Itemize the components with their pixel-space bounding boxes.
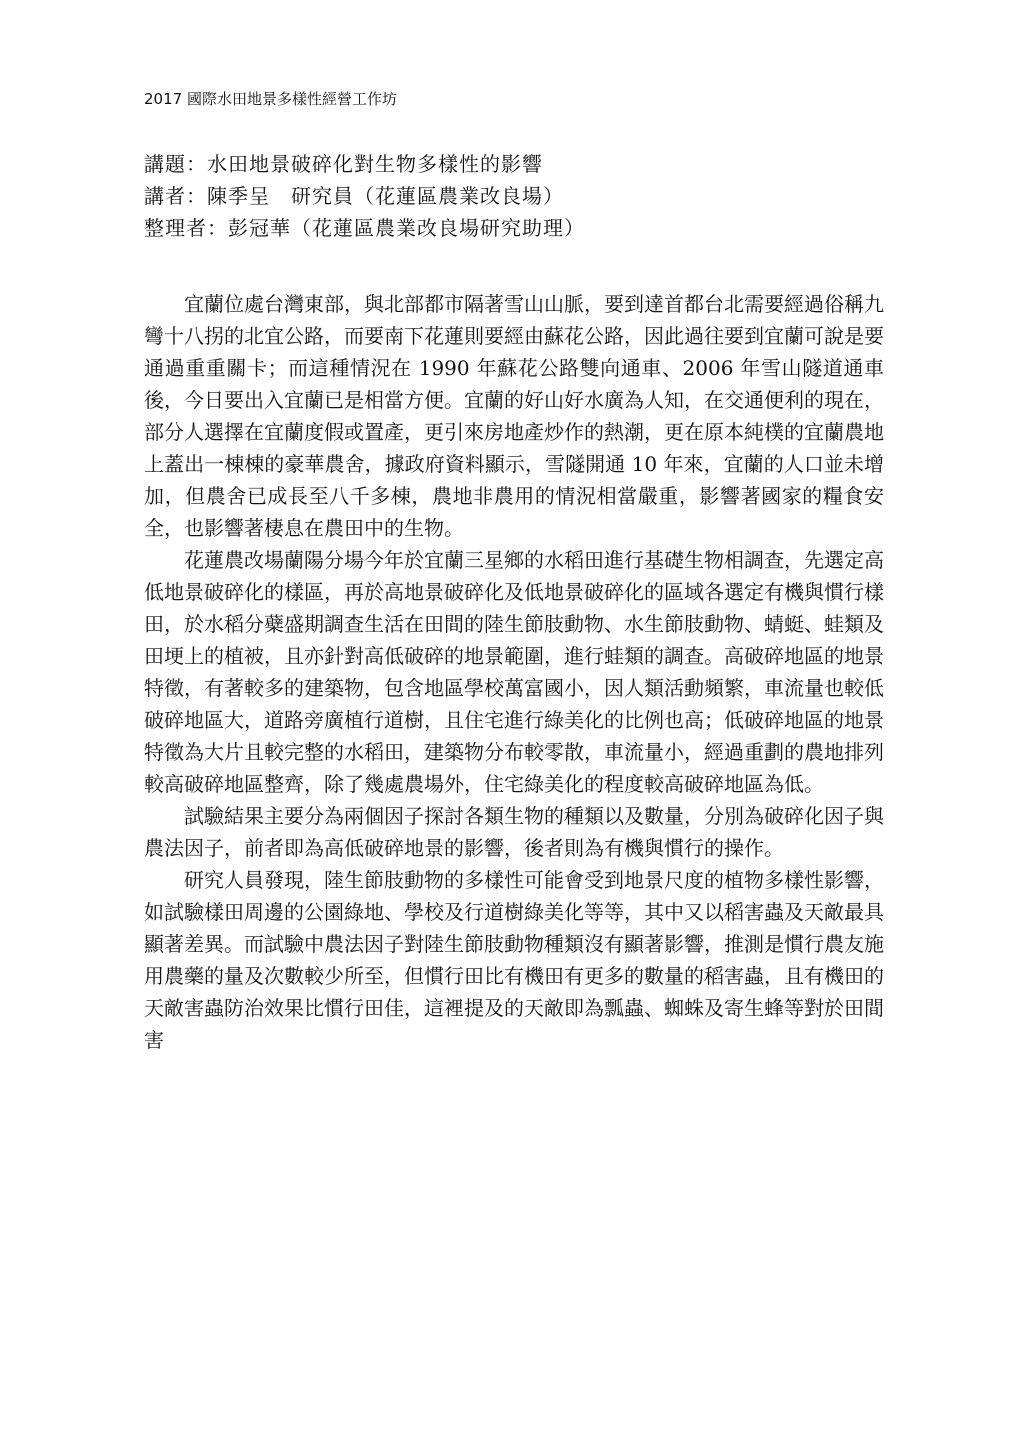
paragraph-4: 研究人員發現，陸生節肢動物的多樣性可能會受到地景尺度的植物多樣性影響，如試驗樣田周邊的公園綠地、學校及行道樹綠美化等等，其中又以稻害蟲及天敵最具顯著差異。而試驗中農法因子對陸生節肢動物種類沒有顯著影響，推測是慣行農友施用農藥的量及次數較少所至，但慣行田比有機田有更多的數量的稻害蟲，且有機田的天敵害蟲防治效果比慣行田佳，這裡提及的天敵即為瓢蟲、蜘蛛及寄生蜂等對於田間害 (144, 868, 884, 1052)
paragraph-2: 花蓮農改場蘭陽分場今年於宜蘭三星鄉的水稻田進行基礎生物相調查，先選定高低地景破碎化的樣區，再於高地景破碎化及低地景破碎化的區域各選定有機與慣行樣田，於水稻分蘗盛期調查生活在田間的陸生節肢動物、水生節肢動物、蜻蜓、蛙類及田埂上的植被，且亦針對高低破碎的地景範圍，進行蛙類的調查。高破碎地區的地景特徵，有著較多的建築物，包含地區學校萬富國小，因人類活動頻繁，車流量也較低破碎地區大，道路旁廣植行道樹，且住宅進行綠美化的比例也高；低破碎地區的地景特徵為大片且較完整的水稻田，建築物分布較零散，車流量小，經過重劃的農地排列較高破碎地區整齊，除了幾處農場外，住宅綠美化的程度較高破碎地區為低。 (144, 548, 884, 796)
paragraph-1: 宜蘭位處台灣東部，與北部都市隔著雪山山脈，要到達首都台北需要經過俗稱九彎十八拐的北宜公路，而要南下花蓮則要經由蘇花公路，因此過往要到宜蘭可說是要通過重重關卡；而這種情況在 1990 年蘇花公路雙向通車、2006 年雪山隧道通車後，今日要出入宜蘭已是相當方便。宜蘭的好山好水廣為人知，在交通便利的現在，部分人選擇在宜蘭度假或置產，更引來房地產炒作的熱潮，更在原本純樸的宜蘭農地上蓋出一棟棟的豪華農舍，據政府資料顯示，雪隧開通 10 年來，宜蘭的人口並未增加，但農舍已成長至八千多棟，農地非農用的情況相當嚴重，影響著國家的糧食安全，也影響著棲息在農田中的生物。 (144, 292, 884, 540)
lecture-speaker: 講者：陳季呈 研究員（花蓮區農業改良場） (144, 184, 564, 208)
page-header: 2017 國際水田地景多樣性經營工作坊 (144, 90, 397, 108)
lecture-meta (144, 148, 904, 244)
lecture-topic: 講題：水田地景破碎化對生物多樣性的影響 (144, 152, 543, 176)
paragraph-3: 試驗結果主要分為兩個因子探討各類生物的種類以及數量，分別為破碎化因子與農法因子，前者即為高低破碎地景的影響，後者則為有機與慣行的操作。 (144, 804, 884, 860)
article-body (144, 288, 884, 1056)
lecture-editor: 整理者：彭冠華（花蓮區農業改良場研究助理） (144, 216, 585, 240)
